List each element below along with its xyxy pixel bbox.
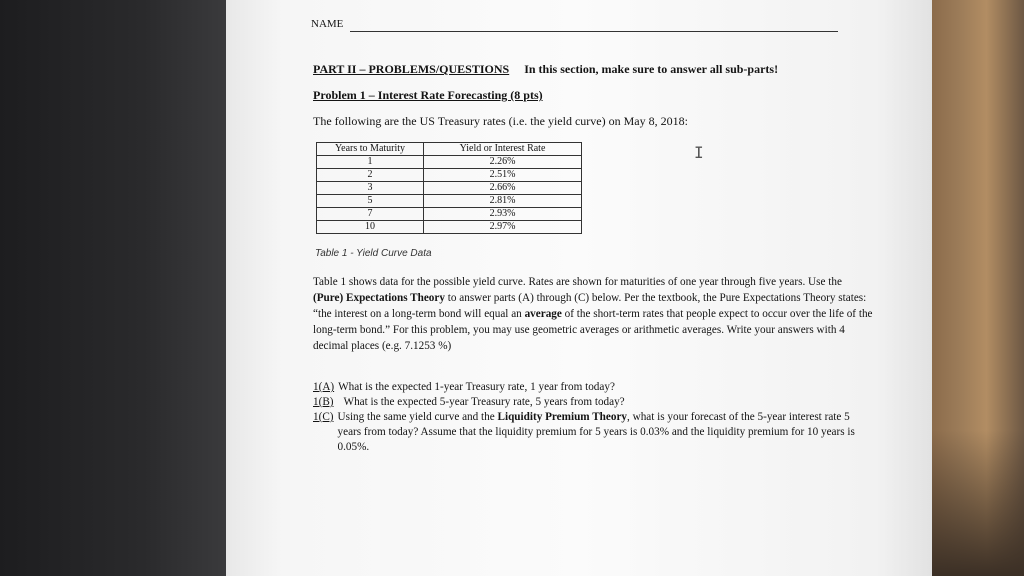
name-label: NAME [311, 18, 344, 30]
column-header-yield: Yield or Interest Rate [424, 143, 582, 156]
table-cell-yield: 2.93% [424, 208, 582, 221]
question-text [338, 410, 873, 455]
table-cell-years: 5 [317, 195, 424, 208]
question-text: What is the expected 1-year Treasury rate, 1 year from today? [338, 381, 615, 393]
question-label: 1(B) [313, 396, 334, 408]
table-cell-years: 7 [317, 208, 424, 221]
table-cell-years: 10 [317, 221, 424, 234]
intro-text: The following are the US Treasury rates (i.e. the yield curve) on May 8, 2018: [313, 114, 688, 128]
table-cell-years: 2 [317, 169, 424, 182]
question-text: What is the expected 5-year Treasury rate, 5 years from today? [343, 396, 625, 408]
text-cursor-icon: I [694, 143, 704, 162]
table-cell-yield: 2.81% [424, 195, 582, 208]
table-row [317, 221, 582, 234]
part-heading [313, 62, 778, 77]
table-caption: Table 1 - Yield Curve Data [315, 248, 432, 259]
table-cell-yield: 2.51% [424, 169, 582, 182]
column-header-years: Years to Maturity [317, 143, 424, 156]
problem-heading: Problem 1 – Interest Rate Forecasting (8 pts) [313, 88, 543, 102]
monitor-bezel-shadow [930, 430, 1024, 576]
question-label: 1(A) [313, 381, 335, 393]
table-cell-yield: 2.97% [424, 221, 582, 234]
name-field-line[interactable] [350, 31, 838, 32]
table-cell-years: 3 [317, 182, 424, 195]
table-row [317, 208, 582, 221]
question-text-part: , what is your forecast of the 5-year interest rate 5 years from today? Assume that the liquidity premium for 5 years is 0.03% and the liquidity premium for 10 years is 0.05%. [337, 411, 855, 453]
question-bold-theory: Liquidity Premium Theory [497, 411, 628, 423]
table-row [317, 195, 582, 208]
paragraph-text: Table 1 shows data for the possible yield curve. Rates are shown for maturities of one year through five years. Use the [313, 276, 842, 288]
question-text-part: Using the same yield curve and the [337, 411, 498, 423]
table-row [317, 182, 582, 195]
table-row [317, 169, 582, 182]
paragraph-bold-average: average [524, 308, 562, 320]
table-cell-yield: 2.66% [424, 182, 582, 195]
yield-curve-table [316, 142, 582, 234]
question-item [313, 380, 873, 395]
table-row [317, 156, 582, 169]
table-cell-yield: 2.26% [424, 156, 582, 169]
part-title: PART II – PROBLEMS/QUESTIONS [313, 62, 510, 76]
questions-list [313, 380, 873, 455]
question-item [313, 410, 873, 455]
table-header-row [317, 143, 582, 156]
paragraph-bold-theory: (Pure) Expectations Theory [313, 292, 445, 304]
paragraph-text: to answer parts (A) through (C) below. Per the textbook, the Pure Expectations Theory states: “the interest on a long-term bond will equal an [313, 292, 867, 320]
part-instruction: In this section, make sure to answer all sub-parts! [524, 62, 779, 76]
question-item [313, 395, 873, 410]
paragraph-text: of the short-term rates that people expect to occur over the life of the long-term bond.” For this problem, you may use geometric averages or arithmetic averages. Write your answers with 4 decimal places (e.g. 7.1253 %) [313, 308, 873, 352]
document-page [226, 0, 932, 576]
instructions-paragraph [313, 274, 873, 354]
table-cell-years: 1 [317, 156, 424, 169]
question-label: 1(C) [313, 411, 334, 423]
